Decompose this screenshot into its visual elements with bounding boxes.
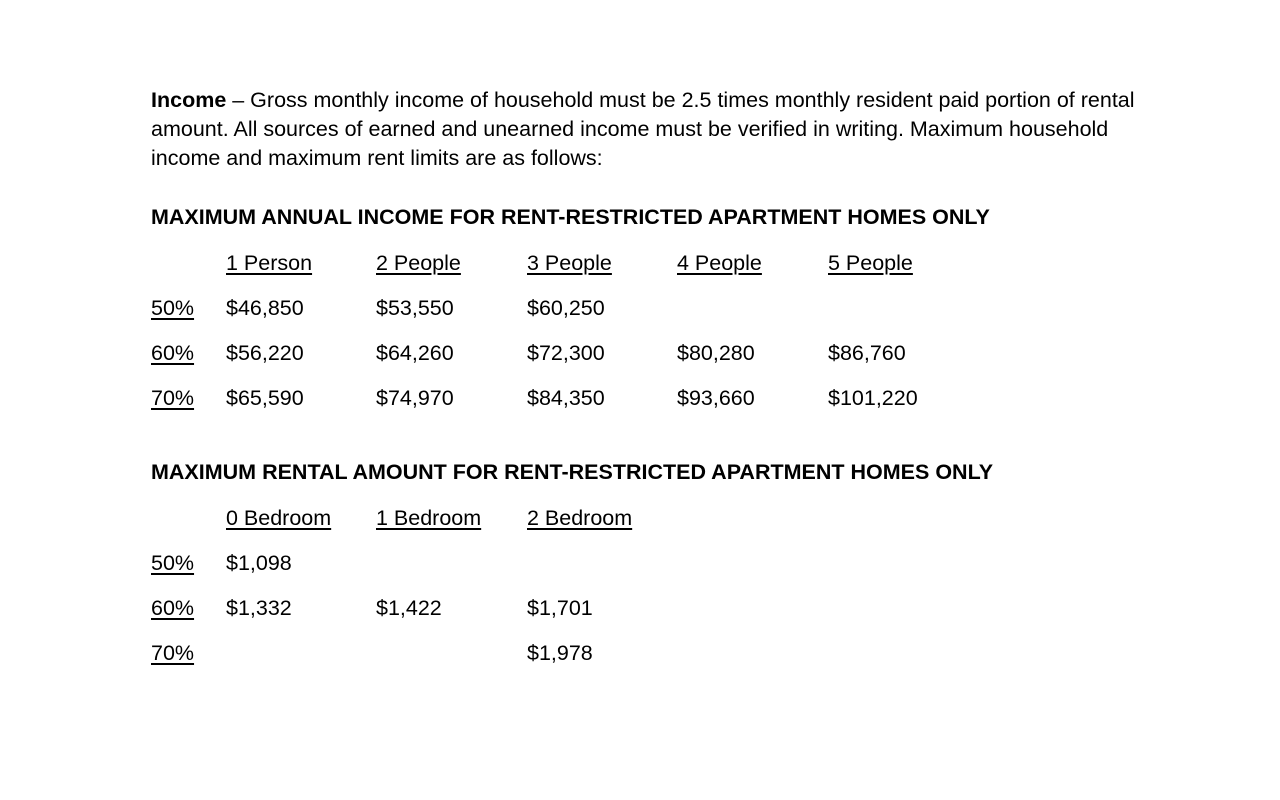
income-header-cell: 4 People <box>677 251 762 275</box>
income-cell: $80,280 <box>677 341 755 365</box>
income-table-row <box>151 294 1151 339</box>
income-cell: $86,760 <box>828 341 906 365</box>
rent-table-header-row <box>151 504 1151 549</box>
income-cell: $93,660 <box>677 386 755 410</box>
income-row-label: 70% <box>151 386 195 410</box>
rent-table-row <box>151 549 1151 594</box>
income-header-cell: 5 People <box>828 251 913 275</box>
document-page <box>151 86 1151 684</box>
rent-cell: $1,098 <box>226 551 292 575</box>
rent-table-row <box>151 594 1151 639</box>
income-table <box>151 249 1151 429</box>
income-cell: $53,550 <box>376 296 454 320</box>
income-cell: $64,260 <box>376 341 454 365</box>
rent-row-label: 50% <box>151 551 195 575</box>
income-cell: $101,220 <box>828 386 918 410</box>
income-cell: $84,350 <box>527 386 605 410</box>
income-cell: $65,590 <box>226 386 304 410</box>
rent-table-title: MAXIMUM RENTAL AMOUNT FOR RENT-RESTRICTED APARTMENT HOMES ONLY <box>151 460 994 484</box>
income-cell: $46,850 <box>226 296 304 320</box>
income-cell: $74,970 <box>376 386 454 410</box>
income-cell: $60,250 <box>527 296 605 320</box>
rent-header-cell: 1 Bedroom <box>376 506 482 530</box>
income-lead: Income <box>151 88 227 112</box>
rent-cell: $1,332 <box>226 596 292 620</box>
income-cell: $72,300 <box>527 341 605 365</box>
rent-table-row <box>151 639 1151 684</box>
rent-header-cell: 2 Bedroom <box>527 506 633 530</box>
rent-cell: $1,422 <box>376 596 442 620</box>
rent-cell: $1,701 <box>527 596 593 620</box>
income-header-cell: 3 People <box>527 251 612 275</box>
income-paragraph <box>151 86 1151 173</box>
rent-row-label: 60% <box>151 596 195 620</box>
income-row-label: 50% <box>151 296 195 320</box>
rent-table <box>151 504 1151 684</box>
income-table-row <box>151 339 1151 384</box>
rent-cell: $1,978 <box>527 641 593 665</box>
rent-row-label: 70% <box>151 641 195 665</box>
income-header-cell: 2 People <box>376 251 461 275</box>
income-header-cell: 1 Person <box>226 251 313 275</box>
income-table-row <box>151 384 1151 429</box>
income-table-title: MAXIMUM ANNUAL INCOME FOR RENT-RESTRICTED APARTMENT HOMES ONLY <box>151 205 990 229</box>
rent-header-cell: 0 Bedroom <box>226 506 332 530</box>
income-cell: $56,220 <box>226 341 304 365</box>
income-description: – Gross monthly income of household must be 2.5 times monthly resident paid portion of rental amount. All sources of earned and unearned income must be verified in writing. Maximum household income and maximum rent limits are as follows: <box>151 88 1135 170</box>
income-row-label: 60% <box>151 341 195 365</box>
income-table-header-row <box>151 249 1151 294</box>
